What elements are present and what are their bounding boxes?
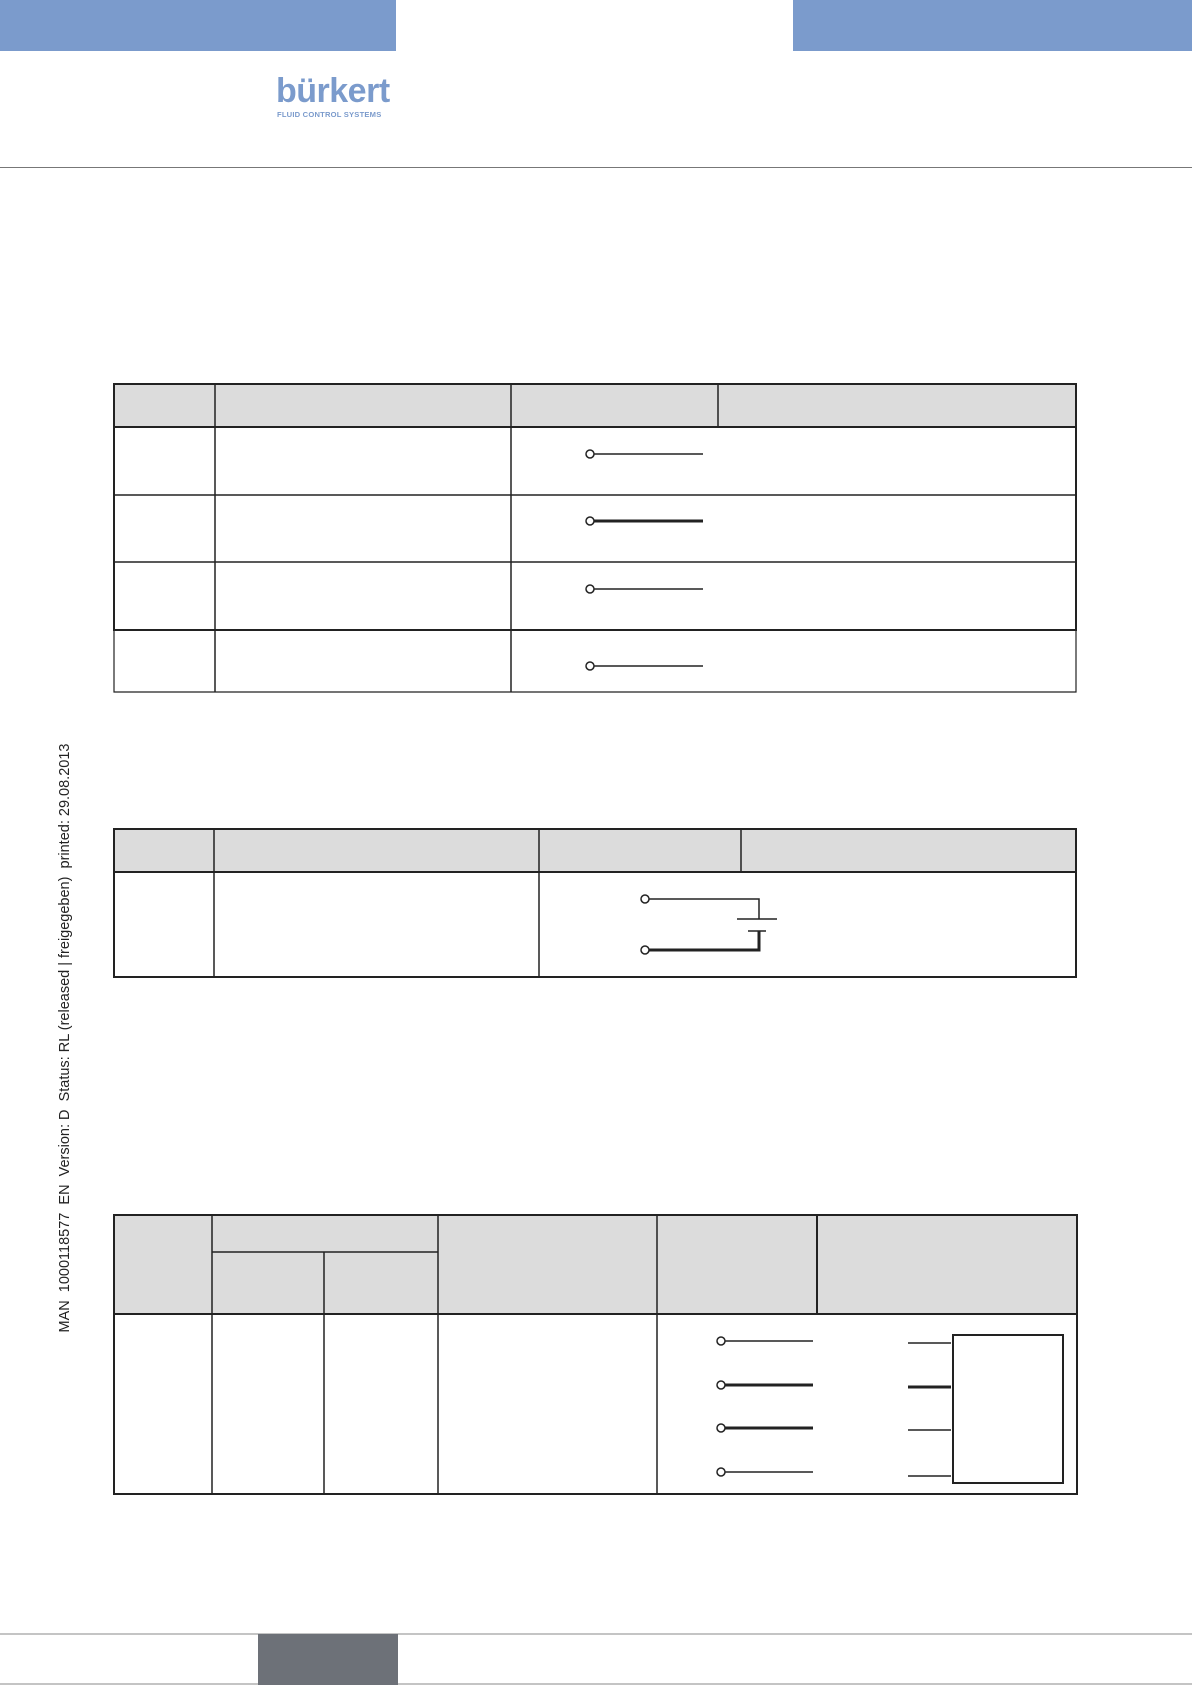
terminal-pin: [586, 450, 594, 458]
logo-wordmark: bürkert: [276, 72, 390, 110]
terminal-wire: [649, 931, 759, 950]
table-2-header-row: [114, 829, 1076, 872]
connector-block: [953, 1335, 1063, 1483]
terminal-pin: [641, 895, 649, 903]
table-1: [114, 384, 1076, 692]
terminal-pin: [586, 662, 594, 670]
terminal-pin: [586, 517, 594, 525]
terminal-pin: [717, 1468, 725, 1476]
table-3: [114, 1215, 1077, 1494]
table-2: [114, 829, 1076, 977]
terminal-pin: [586, 585, 594, 593]
table-3-header-row: [114, 1215, 1077, 1314]
terminal-pin: [717, 1337, 725, 1345]
terminal-pin: [641, 946, 649, 954]
page-number-tab: [258, 1634, 398, 1685]
terminal-pin: [717, 1381, 725, 1389]
document-status-note: MAN 1000118577 EN Version: D Status: RL (released | freigegeben) printed: 29.08.2013: [57, 743, 73, 1333]
logo-subtitle: FLUID CONTROL SYSTEMS: [277, 110, 382, 119]
terminal-wire: [649, 899, 759, 919]
table-1-header-row: [114, 384, 1076, 427]
terminal-pin: [717, 1424, 725, 1432]
